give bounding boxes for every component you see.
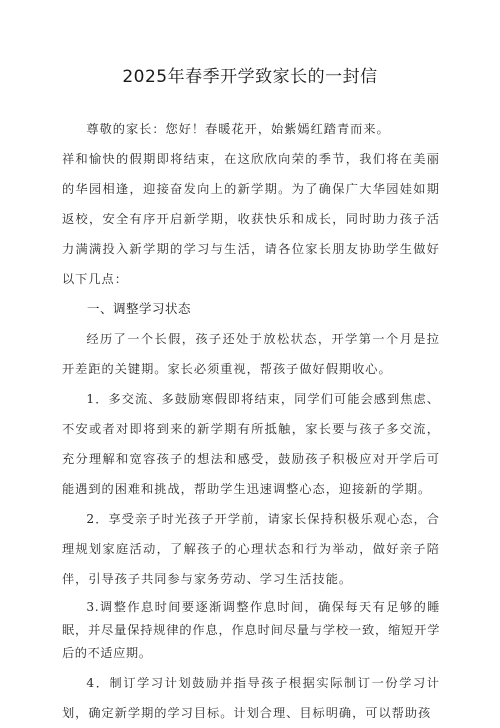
section-heading-1: 一、调整学习状态: [87, 301, 192, 316]
greeting-paragraph: 尊敬的家长：您好！春暖花开，始紫嫣红踏青而来。: [86, 122, 390, 136]
list-item-1: 1．多交流、多鼓励寒假即将结束，同学们可能会感到焦虑、不安或者对即将到来的新学期有所抵触，家长要与孩子多交流，充分理解和宽容孩子的想法和感受，鼓励孩子积极应对开学后可能遇到的困难和挑战，帮助学生迅速调整心态，迎接新的学期。: [62, 392, 440, 496]
list-item-2: 2．享受亲子时光孩子开学前，请家长保持积极乐观心态，合理规划家庭活动，了解孩子的心理状态和行为举动，做好亲子陪伴，引导孩子共同参与家务劳动、学习生活技能。: [62, 512, 440, 586]
page-title: 2025年春季开学致家长的一封信: [122, 67, 378, 87]
letter-body: [62, 114, 440, 728]
section-1-intro: 经历了一个长假，孩子还处于放松状态，开学第一个月是拉开差距的关键期。家长必须重视，帮孩子做好假期收心。: [62, 332, 440, 376]
list-item-3: 3.调整作息时间要逐渐调整作息时间，确保每天有足够的睡眠，并尽量保持规律的作息，作息时间尽量与学校一致，缩短开学后的不适应期。: [62, 600, 440, 660]
intro-paragraph: 祥和愉快的假期即将结束，在这欣欣向荣的季节，我们将在美丽的华园相逢，迎接奋发向上的新学期。为了确保广大华园娃如期返校，安全有序开启新学期，收获快乐和成长，同时助力孩子活力满满投入新学期的学习与生活，请各位家长朋友协助学生做好以下几点：: [62, 152, 440, 286]
list-item-4: 4．制订学习计划鼓励并指导孩子根据实际制订一份学习计划，确定新学期的学习目标。计划合理、目标明确，可以帮助孩: [62, 676, 440, 720]
